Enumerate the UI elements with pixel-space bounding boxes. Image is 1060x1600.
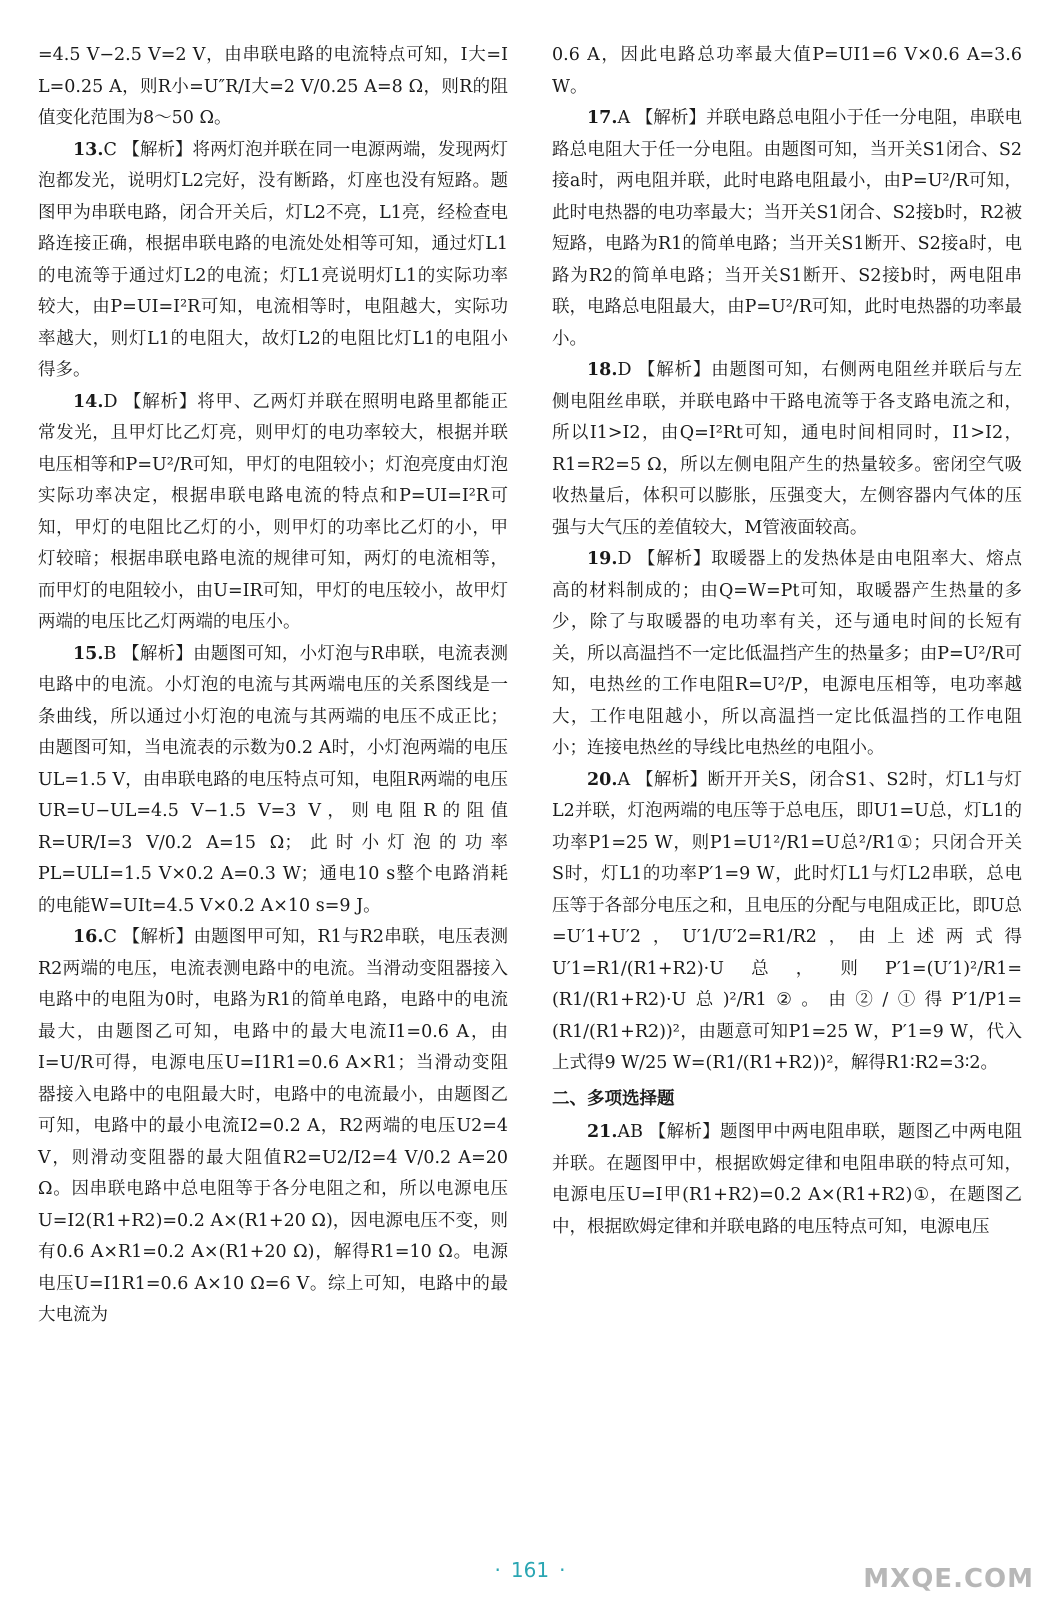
answer-text: D 【解析】取暖器上的发热体是由电阻率大、熔点高的材料制成的；由Q=W=Pt可知，取暖器产生热量的多少，除了与取暖器的电功率有关，还与通电时间的长短有关，所以高温挡不一定比低温挡产生的热量多；由P=U²/R可知，电热丝的工作电阻R=U²/P，电源电压相等，电功率越大，工作电阻越小，所以高温挡一定比低温挡的工作电阻小；连接电热丝的导线比电热丝的电阻小。: [552, 549, 1022, 758]
answer-16: [38, 922, 508, 1332]
section-heading: 二、多项选择题: [552, 1088, 675, 1109]
answer-20: [552, 765, 1022, 1080]
answer-text: A 【解析】断开开关S，闭合S1、S2时，灯L1与灯L2并联，灯泡两端的电压等于总电压，即U1=U总，灯L1的功率P1=25 W，则P1=U1²/R1=U总²/R1①；只闭合开关S时，灯L1的功率P′1=9 W，此时灯L1与灯L2串联，总电压等于各部分电压之和，且电压的分配与电阻成正比，即U总=U′1+U′2，U′1/U′2=R1/R2，由上述两式得U′1=R1/(R1+R2)·U总，则P′1=(U′1)²/R1=(R1/(R1+R2)·U总)²/R1②。由②/①得P′1/P1=(R1/(R1+R2))²，由题意可知P1=25 W，P′1=9 W，代入上式得9 W/25 W=(R1/(R1+R2))²，解得R1∶R2=3∶2。: [552, 769, 1022, 1073]
right-column: [552, 40, 1022, 1243]
answer-text: C 【解析】将两灯泡并联在同一电源两端，发现两灯泡都发光，说明灯L2完好，没有断路，灯座也没有短路。题图甲为串联电路，闭合开关后，灯L2不亮，L1亮，经检查电路连接正确，根据串联电路的电流处处相等可知，通过灯L1的电流等于通过灯L2的电流；灯L1亮说明灯L1的实际功率较大，由P=UI=I²R可知，电流相等时，电阻越大，实际功率越大，则灯L1的电阻大，故灯L2的电阻比灯L1的电阻小得多。: [38, 139, 508, 380]
paragraph-continued: =4.5 V−2.5 V=2 V，由串联电路的电流特点可知，I大=I L=0.25 A，则R小=U″R/I大=2 V/0.25 A=8 Ω，则R的阻值变化范围为8～50 Ω。: [38, 45, 508, 128]
question-number: 17.: [587, 108, 618, 128]
question-number: 20.: [587, 769, 618, 790]
answer-18: [552, 355, 1022, 544]
answer-13: [38, 135, 508, 387]
watermark-logo: MXQE.COM: [863, 1564, 1034, 1594]
paragraph-continued: 0.6 A，因此电路总功率最大值P=UI1=6 V×0.6 A=3.6 W。: [552, 45, 1022, 97]
answer-15: [38, 639, 508, 923]
question-number: 15.: [73, 643, 104, 664]
page-number-text: 161: [510, 1558, 550, 1582]
question-number: 16.: [73, 927, 104, 947]
left-column: [38, 40, 508, 1332]
question-number: 13.: [73, 139, 104, 160]
answer-text: C 【解析】由题图甲可知，R1与R2串联，电压表测R2两端的电压，电流表测电路中的电流。当滑动变阻器接入电路中的电阻为0时，电路为R1的简单电路，电路中的电流最大，由题图乙可知，电路中的最大电流I1=0.6 A，由I=U/R可得，电源电压U=I1R1=0.6 A×R1；当滑动变阻器接入电路中的电阻最大时，电路中的电流最小，由题图乙可知，电路中的最小电流I2=0.2 A，R2两端的电压U2=4 V，则滑动变阻器的最大阻值R2=U2/I2=4 V/0.2 A=20 Ω。因串联电路中总电阻等于各分电阻之和，所以电源电压U=I2(R1+R2)=0.2 A×(R1+20 Ω)，因电源电压不变，则有0.6 A×R1=0.2 A×(R1+20 Ω)，解得R1=10 Ω。电源电压U=I1R1=0.6 A×10 Ω=6 V。综上可知，电路中的最大电流为: [38, 927, 508, 1325]
answer-text: AB 【解析】题图甲中两电阻串联，题图乙中两电阻并联。在题图甲中，根据欧姆定律和电阻串联的特点可知，电源电压U=I甲(R1+R2)=0.2 A×(R1+R2)①，在题图乙中，根据欧姆定律和并联电路的电压特点可知，电源电压: [552, 1122, 1022, 1237]
answer-21: [552, 1117, 1022, 1243]
answer-text: B 【解析】由题图可知，小灯泡与R串联，电流表测电路中的电流。小灯泡的电流与其两端电压的关系图线是一条曲线，所以通过小灯泡的电流与其两端的电压不成正比；由题图可知，当电流表的示数为0.2 A时，小灯泡两端的电压UL=1.5 V，由串联电路的电压特点可知，电阻R两端的电压UR=U−UL=4.5 V−1.5 V=3 V，则电阻R的阻值R=UR/I=3 V/0.2 A=15 Ω；此时小灯泡的功率PL=ULI=1.5 V×0.2 A=0.3 W；通电10 s整个电路消耗的电能W=UIt=4.5 V×0.2 A×10 s=9 J。: [38, 643, 508, 916]
answer-14: [38, 387, 508, 639]
answer-19: [552, 544, 1022, 765]
page-number: · 161 ·: [494, 1558, 566, 1582]
answer-text: D 【解析】由题图可知，右侧两电阻丝并联后与左侧电阻丝串联，并联电路中干路电流等于各支路电流之和，所以I1>I2，由Q=I²Rt可知，通电时间相同时，I1>I2，R1=R2=5 Ω，所以左侧电阻产生的热量较多。密闭空气吸收热量后，体积可以膨胀，压强变大，左侧容器内气体的压强与大气压的差值较大，M管液面较高。: [552, 360, 1022, 538]
question-number: 19.: [587, 549, 618, 569]
answer-text: A 【解析】并联电路总电阻小于任一分电阻，串联电路总电阻大于任一分电阻。由题图可知，当开关S1闭合、S2接a时，两电阻并联，此时电路电阻最小，由P=U²/R可知，此时电热器的电功率最大；当开关S1闭合、S2接b时，R2被短路，电路为R1的简单电路；当开关S1断开、S2接a时，电路为R2的简单电路；当开关S1断开、S2接b时，两电阻串联，电路总电阻最大，由P=U²/R可知，此时电热器的功率最小。: [552, 108, 1022, 349]
question-number: 18.: [587, 360, 618, 380]
answer-17: [552, 103, 1022, 355]
question-number: 14.: [73, 391, 104, 412]
answer-text: D 【解析】将甲、乙两灯并联在照明电路里都能正常发光，且甲灯比乙灯亮，则甲灯的电功率较大，根据并联电压相等和P=U²/R可知，甲灯的电阻较小；灯泡亮度由灯泡实际功率决定，根据串联电路电流的特点和P=UI=I²R可知，甲灯的电阻比乙灯的小，则甲灯的功率比乙灯的小，甲灯较暗；根据串联电路电流的规律可知，两灯的电流相等，而甲灯的电阻较小，由U=IR可知，甲灯的电压较小，故甲灯两端的电压比乙灯两端的电压小。: [38, 391, 508, 632]
question-number: 21.: [587, 1122, 618, 1142]
